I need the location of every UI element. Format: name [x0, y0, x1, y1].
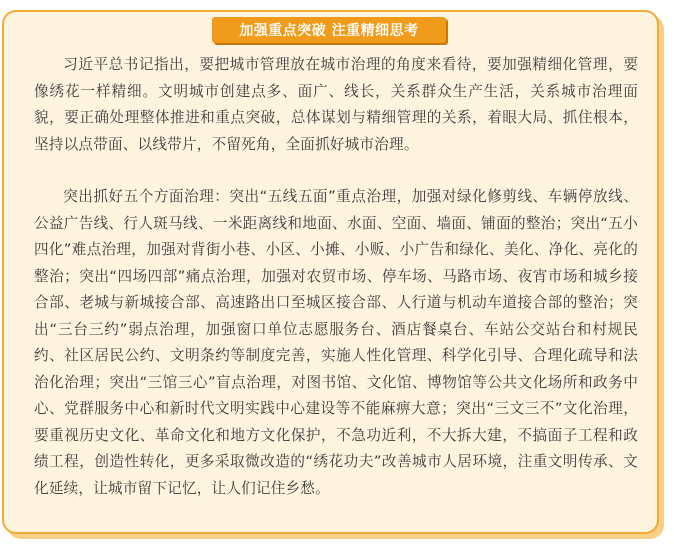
section-heading: 加强重点突破 注重精细思考 [212, 17, 446, 43]
paragraph-2: 突出抓好五个方面治理：突出“五线五面”重点治理，加强对绿化修剪线、车辆停放线、公益广告线、行人斑马线、一米距离线和地面、水面、空面、墙面、铺面的整治；突出“五小四化”难点治理，加强对背街小巷、小区、小摊、小贩、小广告和绿化、美化、净化、亮化的整治；突出“四场四部”痛点治理，加强对农贸市场、停车场、马路市场、夜宵市场和城乡接合部、老城与新城接合部、高速路出口至城区接合部、人行道与机动车道接合部的整治；突出“三台三约”弱点治理，加强窗口单位志愿服务台、酒店餐桌台、车站公交站台和村规民约、社区居民公约、文明条约等制度完善，实施人性化管理、科学化引导、合理化疏导和法治化治理；突出“三馆三心”盲点治理，对图书馆、文化馆、博物馆等公共文化场所和政务中心、党群服务中心和新时代文明实践中心建设等不能麻痹大意；突出“三文三不”文化治理，要重视历史文化、革命文化和地方文化保护，不急功近利，不大拆大建，不搞面子工程和政绩工程，创造性转化，更多采取微改造的“绣花功夫”改善城市人居环境，注重文明传承、文化延续，让城市留下记忆，让人们记住乡愁。 [34, 188, 638, 497]
paragraph-1: 习近平总书记指出，要把城市管理放在城市治理的角度来看待，要加强精细化管理，要像绣花一样精细。文明城市创建点多、面广、线长，关系群众生产生活，关系城市治理面貌，要正确处理整体推进和重点突破，总体谋划与精细管理的关系，着眼大局、抓住根本，坚持以点带面、以线带片，不留死角，全面抓好城市治理。 [34, 56, 638, 153]
article-body [34, 52, 638, 502]
